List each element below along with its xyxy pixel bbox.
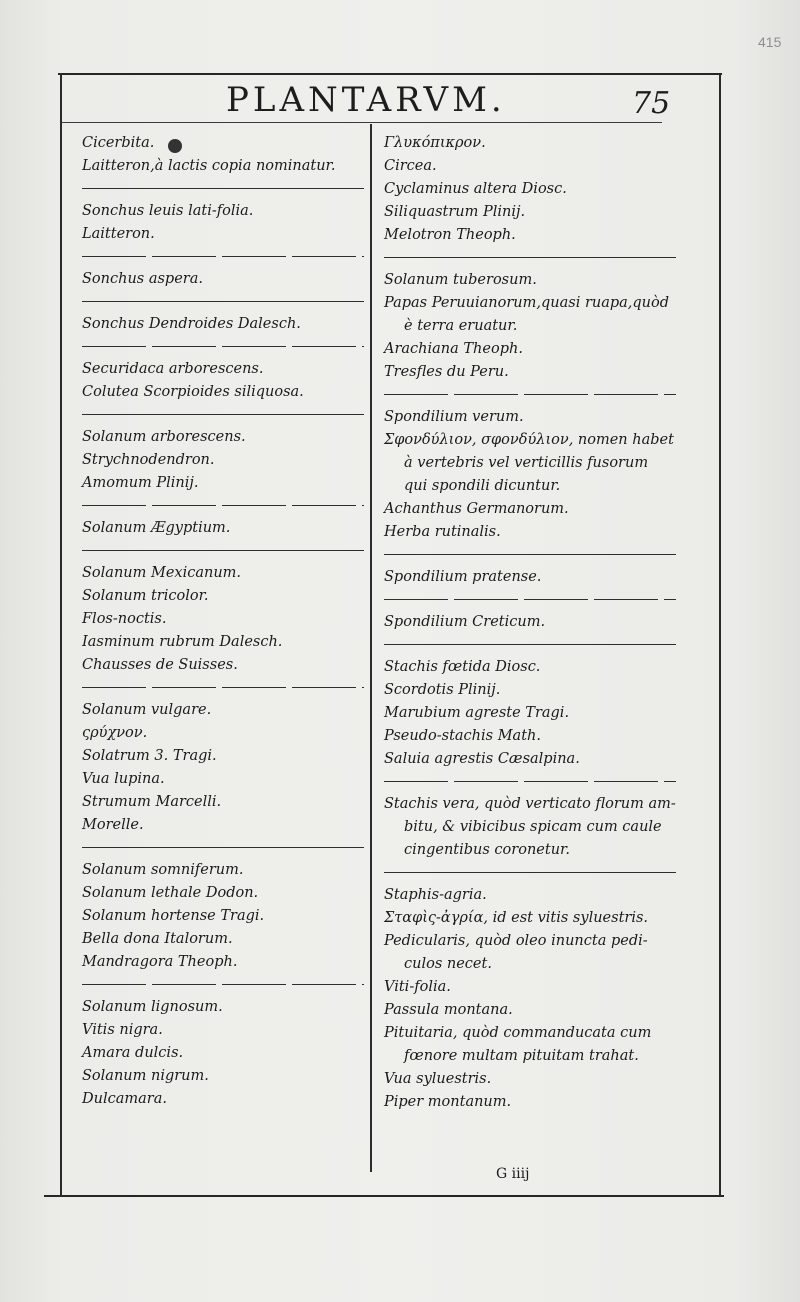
plant-name-entry: Solanum arborescens. (82, 429, 246, 445)
plant-name-entry: Σφονδύλιον, σφονδύλιον, nomen habet (384, 432, 674, 448)
plant-name-entry: Dulcamara. (82, 1091, 167, 1107)
entry-group (384, 566, 676, 589)
plant-name-entry: Vitis nigra. (82, 1022, 163, 1038)
plant-name-entry: Bella dona Italorum. (82, 931, 233, 947)
plant-name-entry: Papas Peruuianorum,quasi ruapa,quòd (384, 295, 670, 311)
frame-bottom-rule (44, 1195, 724, 1197)
plant-name-entry: Σταφὶς-ἀγρία, id est vitis syluestris. (384, 910, 649, 926)
plant-name-entry: Solanum lethale Dodon. (82, 885, 259, 901)
plant-name-entry: Scordotis Plinij. (384, 682, 501, 698)
plant-name-entry: Strychnodendron. (82, 452, 215, 468)
section-separator (82, 188, 364, 189)
section-separator (82, 256, 364, 257)
section-separator (82, 346, 364, 347)
entry-group (82, 517, 364, 540)
entry-group (82, 699, 364, 837)
right-column (384, 132, 676, 1114)
plant-name-entry: Pituitaria, quòd commanducata cum (384, 1025, 652, 1041)
entry-group (82, 200, 364, 246)
plant-name-entry: Vua lupina. (82, 771, 165, 787)
plant-name-entry: Solanum vulgare. (82, 702, 212, 718)
entry-group (384, 132, 676, 247)
plant-name-entry: ςρύχνον. (82, 725, 148, 741)
plant-name-entry: Flos-noctis. (82, 611, 167, 627)
entry-group (82, 859, 364, 974)
section-separator (384, 394, 676, 395)
plant-name-entry: Γλυκόπικρον. (384, 135, 486, 151)
plant-name-entry: Sonchus leuis lati-folia. (82, 203, 254, 219)
plant-name-entry: Chausses de Suisses. (82, 657, 238, 673)
plant-name-entry: Mandragora Theoph. (82, 954, 238, 970)
plant-name-entry: Amomum Plinij. (82, 475, 199, 491)
plant-name-entry: è terra eruatur. (404, 318, 518, 334)
column-divider (370, 124, 372, 1172)
entry-group (82, 313, 364, 336)
plant-name-entry: Amara dulcis. (82, 1045, 184, 1061)
plant-name-entry: qui spondili dicuntur. (404, 478, 561, 494)
plant-name-entry: Laitteron,à lactis copia nominatur. (82, 158, 336, 174)
entry-group (82, 268, 364, 291)
section-separator (82, 414, 364, 415)
page-number: 75 (632, 86, 671, 121)
section-separator (82, 505, 364, 506)
plant-name-entry: Laitteron. (82, 226, 155, 242)
entry-group (384, 656, 676, 771)
entry-group (384, 793, 676, 862)
section-separator (82, 550, 364, 551)
plant-name-entry: Saluia agrestis Cæsalpina. (384, 751, 580, 767)
plant-name-entry: Stachis fœtida Diosc. (384, 659, 541, 675)
plant-name-entry: Vua syluestris. (384, 1071, 492, 1087)
plant-name-entry: Spondilium verum. (384, 409, 524, 425)
plant-name-entry: bitu, & vibicibus spicam cum caule (404, 819, 662, 835)
plant-name-entry: Solanum tuberosum. (384, 272, 537, 288)
running-title: PLANTARVM. (226, 80, 506, 120)
plant-name-entry: Solanum hortense Tragi. (82, 908, 265, 924)
section-separator (384, 872, 676, 873)
plant-name-entry: Sonchus Dendroides Dalesch. (82, 316, 301, 332)
entry-group (384, 611, 676, 634)
plant-name-entry: Marubium agreste Tragi. (384, 705, 570, 721)
plant-name-entry: Siliquastrum Plinij. (384, 204, 526, 220)
section-separator (82, 984, 364, 985)
entry-group (82, 426, 364, 495)
entry-group (384, 269, 676, 384)
pencil-folio-note: 415 (758, 34, 782, 50)
plant-name-entry: Securidaca arborescens. (82, 361, 264, 377)
plant-name-entry: Piper montanum. (384, 1094, 512, 1110)
plant-name-entry: Spondilium pratense. (384, 569, 542, 585)
plant-name-entry: Solatrum 3. Tragi. (82, 748, 217, 764)
section-separator (384, 257, 676, 258)
plant-name-entry: Cyclaminus altera Diosc. (384, 181, 567, 197)
plant-name-entry: Cicerbita. (82, 135, 155, 151)
plant-name-entry: Pseudo-stachis Math. (384, 728, 541, 744)
plant-name-entry: culos necet. (404, 956, 492, 972)
plant-name-entry: Stachis vera, quòd verticato florum am- (384, 796, 676, 812)
plant-name-entry: Solanum Ægyptium. (82, 520, 231, 536)
section-separator (82, 687, 364, 688)
header-rule (62, 122, 662, 123)
plant-name-entry: Herba rutinalis. (384, 524, 501, 540)
section-separator (384, 599, 676, 600)
frame-top-rule (58, 73, 722, 75)
entry-group (82, 132, 364, 178)
section-separator (384, 781, 676, 782)
entry-group (384, 406, 676, 544)
plant-name-entry: cingentibus coronetur. (404, 842, 570, 858)
plant-name-entry: Strumum Marcelli. (82, 794, 222, 810)
plant-name-entry: Circea. (384, 158, 437, 174)
entry-group (82, 358, 364, 404)
plant-name-entry: Solanum lignosum. (82, 999, 223, 1015)
left-column (82, 132, 364, 1111)
plant-name-entry: Solanum somniferum. (82, 862, 244, 878)
plant-name-entry: Spondilium Creticum. (384, 614, 546, 630)
signature-mark: G iiij (496, 1166, 530, 1182)
section-separator (82, 847, 364, 848)
plant-name-entry: Melotron Theoph. (384, 227, 516, 243)
entry-group (82, 562, 364, 677)
section-separator (384, 644, 676, 645)
plant-name-entry: Staphis-agria. (384, 887, 487, 903)
plant-name-entry: Viti-folia. (384, 979, 451, 995)
plant-name-entry: Arachiana Theoph. (384, 341, 523, 357)
plant-name-entry: Solanum Mexicanum. (82, 565, 242, 581)
plant-name-entry: Colutea Scorpioides siliquosa. (82, 384, 304, 400)
section-separator (384, 554, 676, 555)
plant-name-entry: Iasminum rubrum Dalesch. (82, 634, 283, 650)
frame-left-rule (60, 73, 62, 1197)
plant-name-entry: Solanum tricolor. (82, 588, 209, 604)
plant-name-entry: Morelle. (82, 817, 144, 833)
entry-group (384, 884, 676, 1114)
section-separator (82, 301, 364, 302)
frame-right-rule (719, 73, 721, 1197)
plant-name-entry: fœnore multam pituitam trahat. (404, 1048, 639, 1064)
plant-name-entry: Achanthus Germanorum. (384, 501, 569, 517)
plant-name-entry: Solanum nigrum. (82, 1068, 209, 1084)
plant-name-entry: Passula montana. (384, 1002, 513, 1018)
plant-name-entry: à vertebris vel verticillis fusorum (404, 455, 649, 471)
entry-group (82, 996, 364, 1111)
plant-name-entry: Tresfles du Peru. (384, 364, 509, 380)
plant-name-entry: Sonchus aspera. (82, 271, 203, 287)
plant-name-entry: Pedicularis, quòd oleo inuncta pedi- (384, 933, 648, 949)
